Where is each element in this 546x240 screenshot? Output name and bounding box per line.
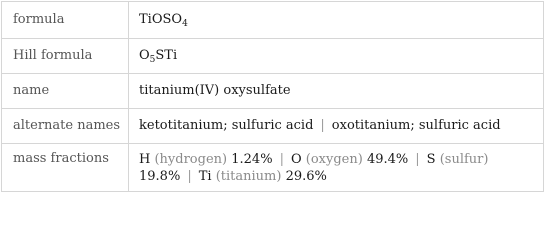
name-value: titanium(IV) oxysulfate bbox=[139, 83, 291, 98]
separator: | bbox=[279, 152, 284, 167]
row-name bbox=[2, 73, 543, 108]
hill-formula-part-2: STi bbox=[155, 48, 178, 63]
element-symbol: H bbox=[139, 152, 151, 167]
mass-fraction-titanium bbox=[199, 169, 327, 184]
element-symbol: O bbox=[290, 152, 302, 167]
hill-formula-label: Hill formula bbox=[2, 39, 129, 73]
row-mass-fractions bbox=[2, 143, 543, 191]
element-name: (titanium) bbox=[215, 169, 282, 184]
properties-table bbox=[1, 1, 544, 192]
mass-fraction-hydrogen bbox=[139, 152, 273, 167]
mass-fraction-oxygen bbox=[291, 152, 408, 167]
row-alternate-names bbox=[2, 108, 543, 143]
name-label: name bbox=[2, 74, 129, 108]
alternate-names-label: alternate names bbox=[2, 109, 129, 143]
alternate-names-value bbox=[129, 109, 543, 143]
alternate-name-1: ketotitanium; sulfuric acid bbox=[139, 118, 314, 133]
element-percent: 19.8% bbox=[139, 169, 181, 184]
mass-fractions-label: mass fractions bbox=[2, 144, 129, 191]
hill-formula-value bbox=[129, 39, 543, 73]
element-name: (sulfur) bbox=[439, 152, 489, 167]
formula-subscript: 4 bbox=[182, 19, 188, 29]
element-name: (hydrogen) bbox=[154, 152, 228, 167]
row-formula bbox=[2, 2, 543, 38]
element-percent: 29.6% bbox=[285, 169, 327, 184]
element-percent: 1.24% bbox=[231, 152, 273, 167]
separator: | bbox=[415, 152, 420, 167]
hill-formula-part-1: O bbox=[139, 48, 150, 63]
row-hill-formula bbox=[2, 38, 543, 73]
element-name: (oxygen) bbox=[305, 152, 363, 167]
mass-fraction-sulfur-symbol bbox=[427, 152, 489, 167]
element-symbol: Ti bbox=[198, 169, 212, 184]
hill-formula-subscript: 5 bbox=[149, 55, 156, 65]
alternate-name-2: oxotitanium; sulfuric acid bbox=[331, 118, 501, 133]
element-symbol: S bbox=[426, 152, 436, 167]
formula-value bbox=[129, 2, 543, 38]
element-percent: 49.4% bbox=[366, 152, 409, 167]
formula-main: TiOSO bbox=[139, 12, 183, 27]
formula-label: formula bbox=[2, 2, 129, 38]
separator: | bbox=[187, 169, 192, 184]
separator: | bbox=[320, 118, 325, 133]
mass-fractions-value bbox=[129, 144, 543, 191]
